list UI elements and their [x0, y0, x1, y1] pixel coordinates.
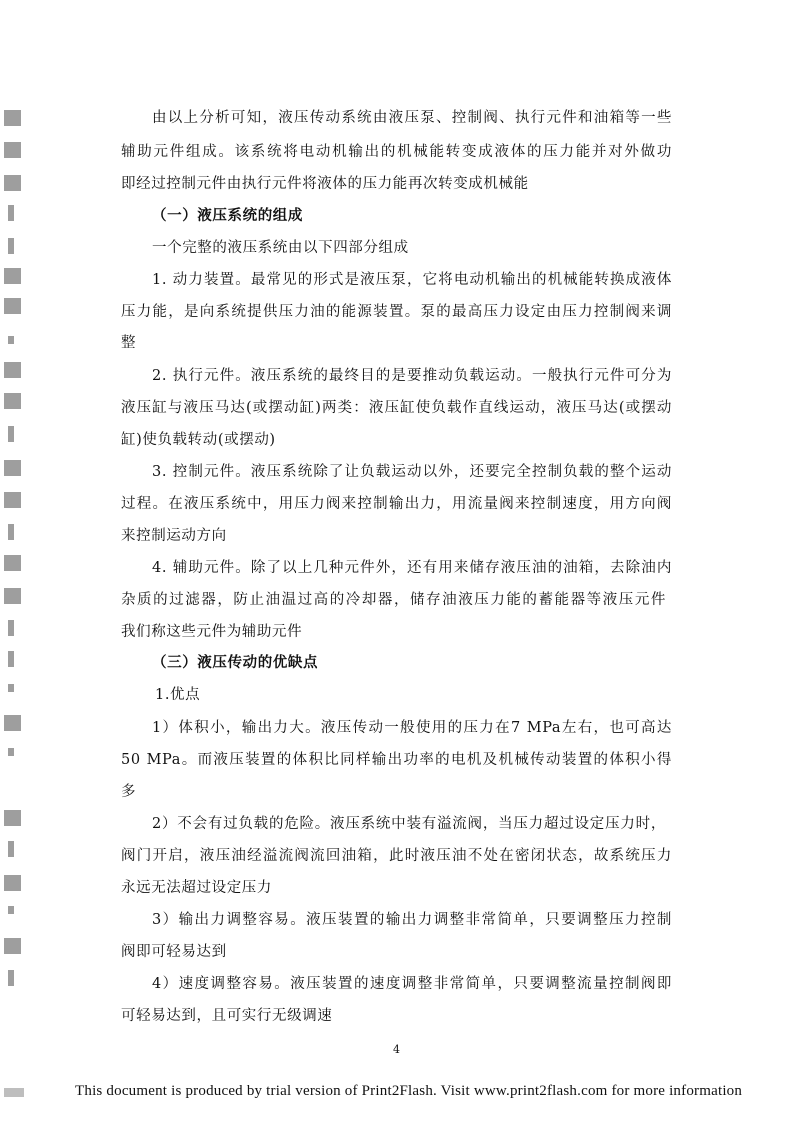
body-text-line: 2. 执行元件。液压系统的最终目的是要推动负载运动。一般执行元件可分为 [152, 368, 672, 384]
body-text-line: 永远无法超过设定压力 [121, 880, 272, 896]
body-text-line: 过程。在液压系统中，用压力阀来控制输出力，用流量阀来控制速度，用方向阀 [121, 496, 672, 512]
margin-mark [4, 938, 21, 954]
margin-mark [4, 715, 21, 731]
margin-mark [4, 298, 21, 314]
section-heading: （一）液压系统的组成 [152, 207, 303, 224]
margin-mark [4, 492, 21, 508]
body-text-line: 杂质的过滤器，防止油温过高的冷却器，储存油液压力能的蓄能器等液压元件 [121, 592, 666, 608]
margin-mark [8, 906, 14, 914]
body-text-line: 50 MPa。而液压装置的体积比同样输出功率的电机及机械传动装置的体积小得 [121, 752, 672, 768]
margin-mark [4, 588, 21, 604]
margin-mark [4, 393, 21, 409]
margin-mark [4, 810, 21, 826]
body-text-line: 2）不会有过负载的危险。液压系统中装有溢流阀，当压力超过设定压力时， [152, 816, 666, 832]
body-text-line: 液压缸与液压马达(或摆动缸)两类：液压缸使负载作直线运动，液压马达(或摆动 [121, 400, 672, 416]
margin-mark [8, 684, 14, 692]
margin-mark [8, 205, 14, 221]
margin-mark [4, 268, 21, 284]
body-text-line: 即经过控制元件由执行元件将液体的压力能再次转变成机械能 [121, 176, 529, 192]
page-number: 4 [393, 1043, 400, 1056]
margin-mark [4, 555, 21, 571]
corner-artifact-mark [4, 1088, 24, 1097]
body-text-line: 3）输出力调整容易。液压装置的输出力调整非常简单，只要调整压力控制 [152, 912, 672, 928]
body-text-line: 4. 辅助元件。除了以上几种元件外，还有用来储存液压油的油箱，去除油内 [152, 560, 672, 576]
trial-watermark-footer: This document is produced by trial version of Print2Flash. Visit www.print2flash.com for more information [75, 1083, 743, 1099]
margin-mark [4, 175, 21, 191]
body-text-line: 压力能，是向系统提供压力油的能源装置。泵的最高压力设定由压力控制阀来调 [121, 304, 672, 320]
margin-mark [8, 336, 14, 344]
section-heading: （三）液压传动的优缺点 [152, 654, 319, 671]
body-text-line: 4）速度调整容易。液压装置的速度调整非常简单，只要调整流量控制阀即 [152, 976, 672, 992]
body-text-line: 由以上分析可知，液压传动系统由液压泵、控制阀、执行元件和油箱等一些 [152, 110, 672, 126]
body-text-line: 阀即可轻易达到 [121, 944, 227, 960]
margin-mark [4, 110, 21, 126]
body-text-line: 整 [121, 335, 137, 351]
body-text-line: 1）体积小，输出力大。液压传动一般使用的压力在7 MPa左右，也可高达 [152, 720, 672, 736]
body-text-line: 3. 控制元件。液压系统除了让负载运动以外，还要完全控制负载的整个运动 [152, 464, 672, 480]
margin-mark [8, 651, 14, 667]
margin-mark [8, 620, 14, 636]
body-text-line: 辅助元件组成。该系统将电动机输出的机械能转变成液体的压力能并对外做功 [121, 144, 672, 160]
body-text-line: 来控制运动方向 [121, 528, 227, 544]
margin-mark [8, 748, 14, 756]
margin-mark [4, 142, 21, 158]
body-text-line: 可轻易达到，且可实行无级调速 [121, 1008, 333, 1024]
body-text-line: 1. 动力装置。最常见的形式是液压泵，它将电动机输出的机械能转换成液体 [152, 272, 672, 288]
margin-mark [8, 524, 14, 540]
subsection-heading: 1.优点 [155, 687, 201, 703]
body-text-line: 一个完整的液压系统由以下四部分组成 [152, 240, 409, 256]
margin-mark [4, 362, 21, 378]
margin-mark [8, 426, 14, 442]
margin-mark [8, 238, 14, 254]
margin-mark [4, 875, 21, 891]
margin-artifact-marks [4, 100, 26, 1020]
margin-mark [8, 970, 14, 986]
margin-mark [8, 841, 14, 857]
body-text-line: 多 [121, 784, 137, 800]
body-text-line: 缸)使负载转动(或摆动) [121, 432, 276, 448]
body-text-line: 阀门开启，液压油经溢流阀流回油箱，此时液压油不处在密闭状态，故系统压力 [121, 848, 672, 864]
body-text-line: 我们称这些元件为辅助元件 [121, 624, 303, 640]
margin-mark [4, 460, 21, 476]
